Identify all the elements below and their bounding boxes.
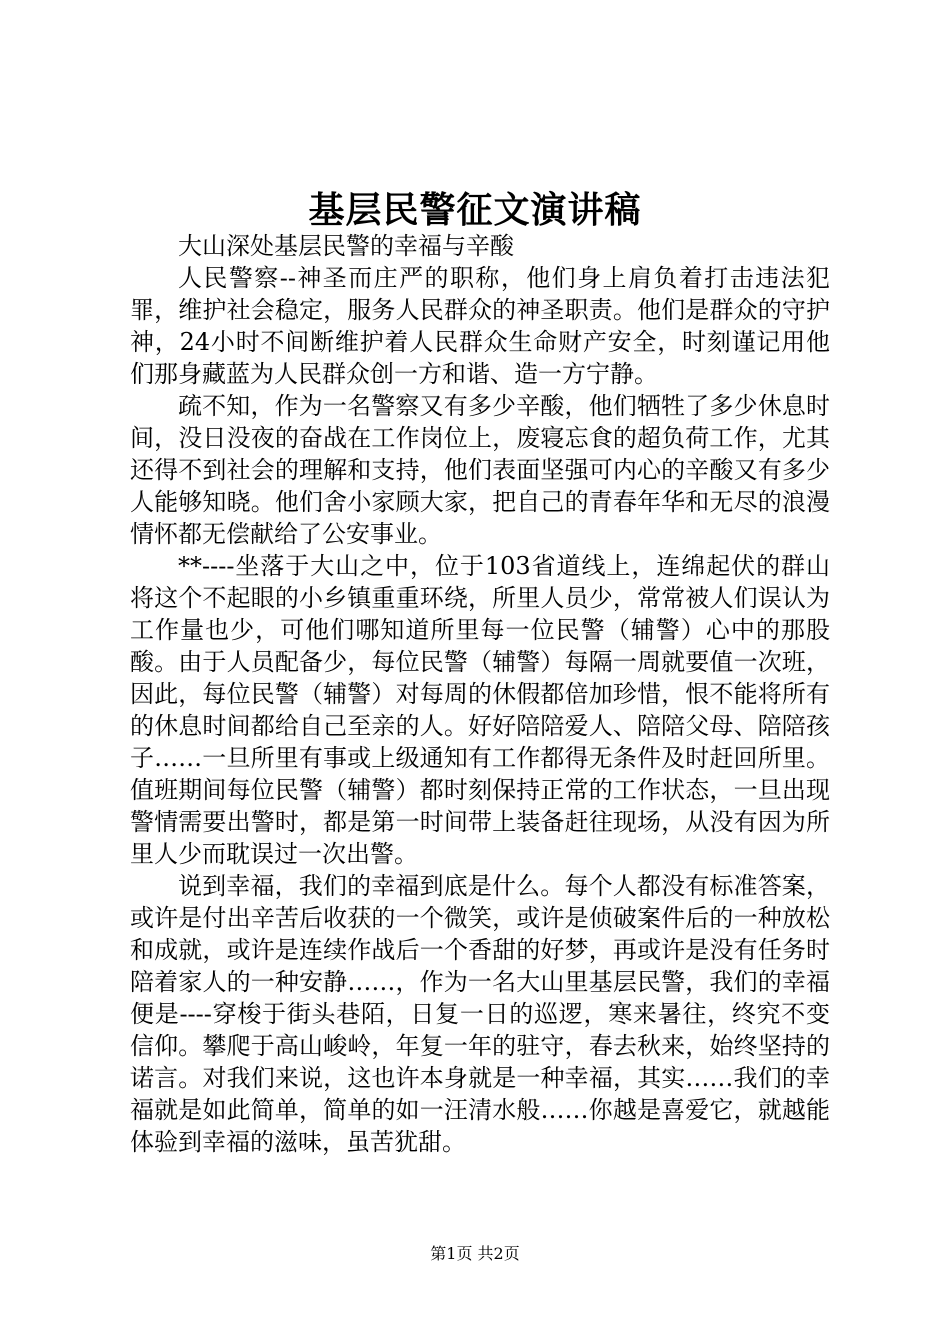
document-title: 基层民警征文演讲稿 (308, 189, 642, 231)
body-paragraph: 疏不知，作为一名警察又有多少辛酸，他们牺牲了多少休息时间，没日没夜的奋战在工作岗位上，废寝忘食的超负荷工作，尤其还得不到社会的理解和支持，他们表面坚强可内心的辛酸又有多少人能够知晓。他们舍小家顾大家，把自己的青春年华和无尽的浪漫情怀都无偿献给了公安事业。 (130, 392, 830, 548)
body-paragraph: 说到幸福，我们的幸福到底是什么。每个人都没有标准答案，或许是付出辛苦后收获的一个微笑，或许是侦破案件后的一种放松和成就，或许是连续作战后一个香甜的好梦，再或许是没有任务时陪着家人的一种安静……，作为一名大山里基层民警，我们的幸福便是----穿梭于街头巷陌，日复一日的巡逻，寒来暑往，终究不变信仰。攀爬于高山峻岭，年复一年的驻守，春去秋来，始终坚持的诺言。对我们来说，这也许本身就是一种幸福，其实……我们的幸福就是如此简单，简单的如一汪清水般……你越是喜爱它，就越能体验到幸福的滋味，虽苦犹甜。 (130, 872, 830, 1156)
body-paragraph: **----坐落于大山之中，位于103省道线上，连绵起伏的群山将这个不起眼的小乡镇重重环绕，所里人员少，常常被人们误认为工作量也少，可他们哪知道所里每一位民警（辅警）心中的那股酸。由于人员配备少，每位民警（辅警）每隔一周就要值一次班，因此，每位民警（辅警）对每周的休假都倍加珍惜，恨不能将所有的休息时间都给自己至亲的人。好好陪陪爱人、陪陪父母、陪陪孩子……一旦所里有事或上级通知有工作都得无条件及时赶回所里。值班期间每位民警（辅警）都时刻保持正常的工作状态，一旦出现警情需要出警时，都是第一时间带上装备赶往现场，从没有因为所里人少而耽误过一次出警。 (130, 552, 830, 868)
document-body (130, 230, 830, 1158)
page-number-footer: 第1页 共2页 (430, 1244, 520, 1263)
subtitle-paragraph: 大山深处基层民警的幸福与辛酸 (178, 232, 514, 260)
body-paragraph: 人民警察--神圣而庄严的职称，他们身上肩负着打击违法犯罪，维护社会稳定，服务人民群众的神圣职责。他们是群众的守护神，24小时不间断维护着人民群众生命财产安全，时刻谨记用他们那身藏蓝为人民群众创一方和谐、造一方宁静。 (130, 264, 830, 388)
